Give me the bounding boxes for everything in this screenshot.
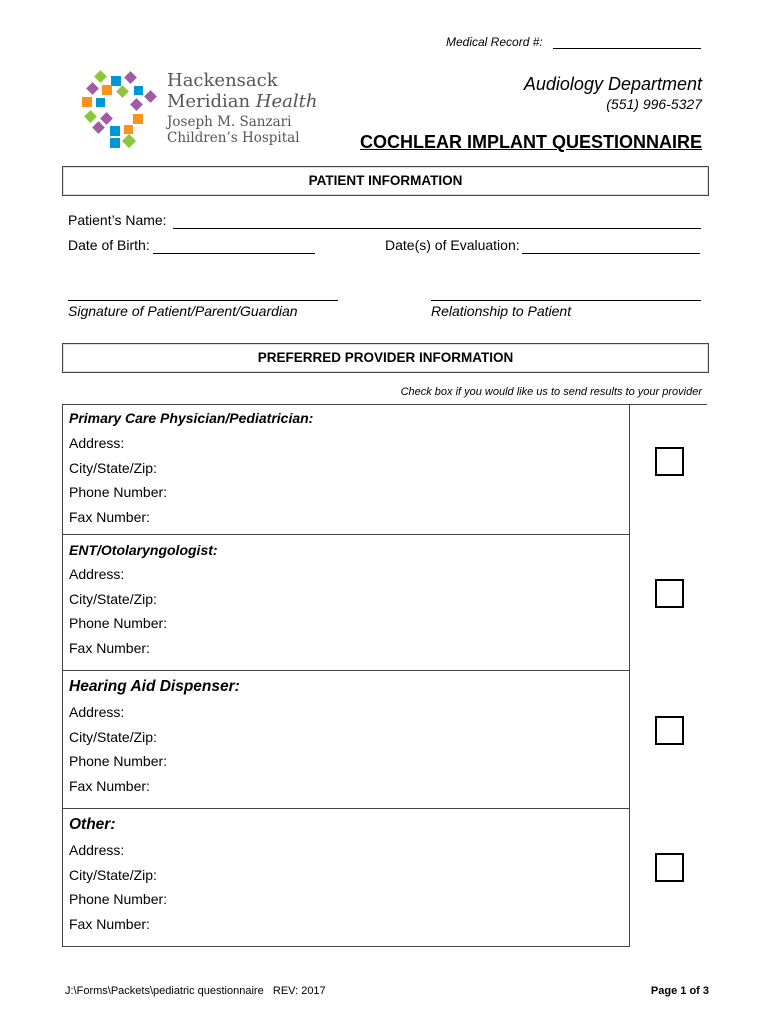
fax-label: Fax Number:	[69, 640, 150, 656]
provider-title: Primary Care Physician/Pediatrician:	[69, 410, 314, 426]
footer-path-text: J:\Forms\Packets\pediatric questionnaire	[65, 985, 264, 997]
provider-title: Hearing Aid Dispenser:	[69, 678, 240, 695]
city-label: City/State/Zip:	[69, 591, 157, 607]
relationship-label: Relationship to Patient	[431, 303, 572, 319]
address-label: Address:	[69, 704, 125, 720]
city-label: City/State/Zip:	[69, 460, 157, 476]
form-title: COCHLEAR IMPLANT QUESTIONNAIRE	[360, 132, 702, 152]
signature-field[interactable]	[68, 300, 338, 301]
logo-line-2a: Meridian	[167, 91, 251, 112]
checkbox-note: Check box if you would like us to send results to your provider	[400, 386, 702, 398]
patient-name-label: Patient’s Name:	[68, 212, 167, 228]
city-label: City/State/Zip:	[69, 729, 157, 745]
address-label: Address:	[69, 566, 125, 582]
eval-date-field[interactable]	[522, 253, 700, 254]
hospital-logo	[80, 70, 160, 152]
page-number: Page 1 of 3	[650, 985, 709, 997]
logo-line-3: Joseph M. Sanzari	[167, 114, 292, 130]
patient-info-heading: PATIENT INFORMATION	[62, 166, 709, 196]
fax-label: Fax Number:	[69, 916, 150, 932]
address-label: Address:	[69, 435, 125, 451]
provider-card-ent	[62, 534, 630, 671]
phone-label: Phone Number:	[69, 753, 168, 769]
other-checkbox[interactable]	[655, 853, 684, 882]
address-label: Address:	[69, 842, 125, 858]
dob-field[interactable]	[153, 253, 315, 254]
department-phone: (551) 996-5327	[606, 96, 702, 112]
provider-card-other	[62, 808, 630, 947]
phone-label: Phone Number:	[69, 615, 168, 631]
department-name: Audiology Department	[523, 74, 702, 94]
medical-record-field[interactable]	[553, 48, 701, 49]
dob-label: Date of Birth:	[68, 237, 150, 253]
fax-label: Fax Number:	[69, 509, 150, 525]
logo-line-4: Children’s Hospital	[167, 129, 300, 146]
pcp-checkbox[interactable]	[655, 447, 684, 476]
logo-line-1: Hackensack	[167, 70, 278, 91]
provider-card-hearing-aid	[62, 670, 630, 809]
footer-rev: REV: 2017	[272, 985, 326, 997]
phone-label: Phone Number:	[69, 891, 168, 907]
logo-line-2b: Health	[255, 91, 318, 112]
provider-card-pcp	[62, 404, 630, 535]
provider-title: Other:	[69, 816, 116, 833]
provider-title: ENT/Otolaryngologist:	[69, 542, 218, 558]
patient-name-field[interactable]	[173, 228, 701, 229]
hearing-aid-checkbox[interactable]	[655, 716, 684, 745]
footer-path	[65, 985, 326, 997]
medical-record-label: Medical Record #:	[446, 35, 543, 49]
city-label: City/State/Zip:	[69, 867, 157, 883]
phone-label: Phone Number:	[69, 484, 168, 500]
signature-label: Signature of Patient/Parent/Guardian	[68, 303, 298, 319]
provider-info-heading: PREFERRED PROVIDER INFORMATION	[62, 343, 709, 373]
fax-label: Fax Number:	[69, 778, 150, 794]
hospital-name	[167, 72, 317, 145]
ent-checkbox[interactable]	[655, 579, 684, 608]
relationship-field[interactable]	[431, 300, 701, 301]
eval-date-label: Date(s) of Evaluation:	[385, 237, 520, 253]
